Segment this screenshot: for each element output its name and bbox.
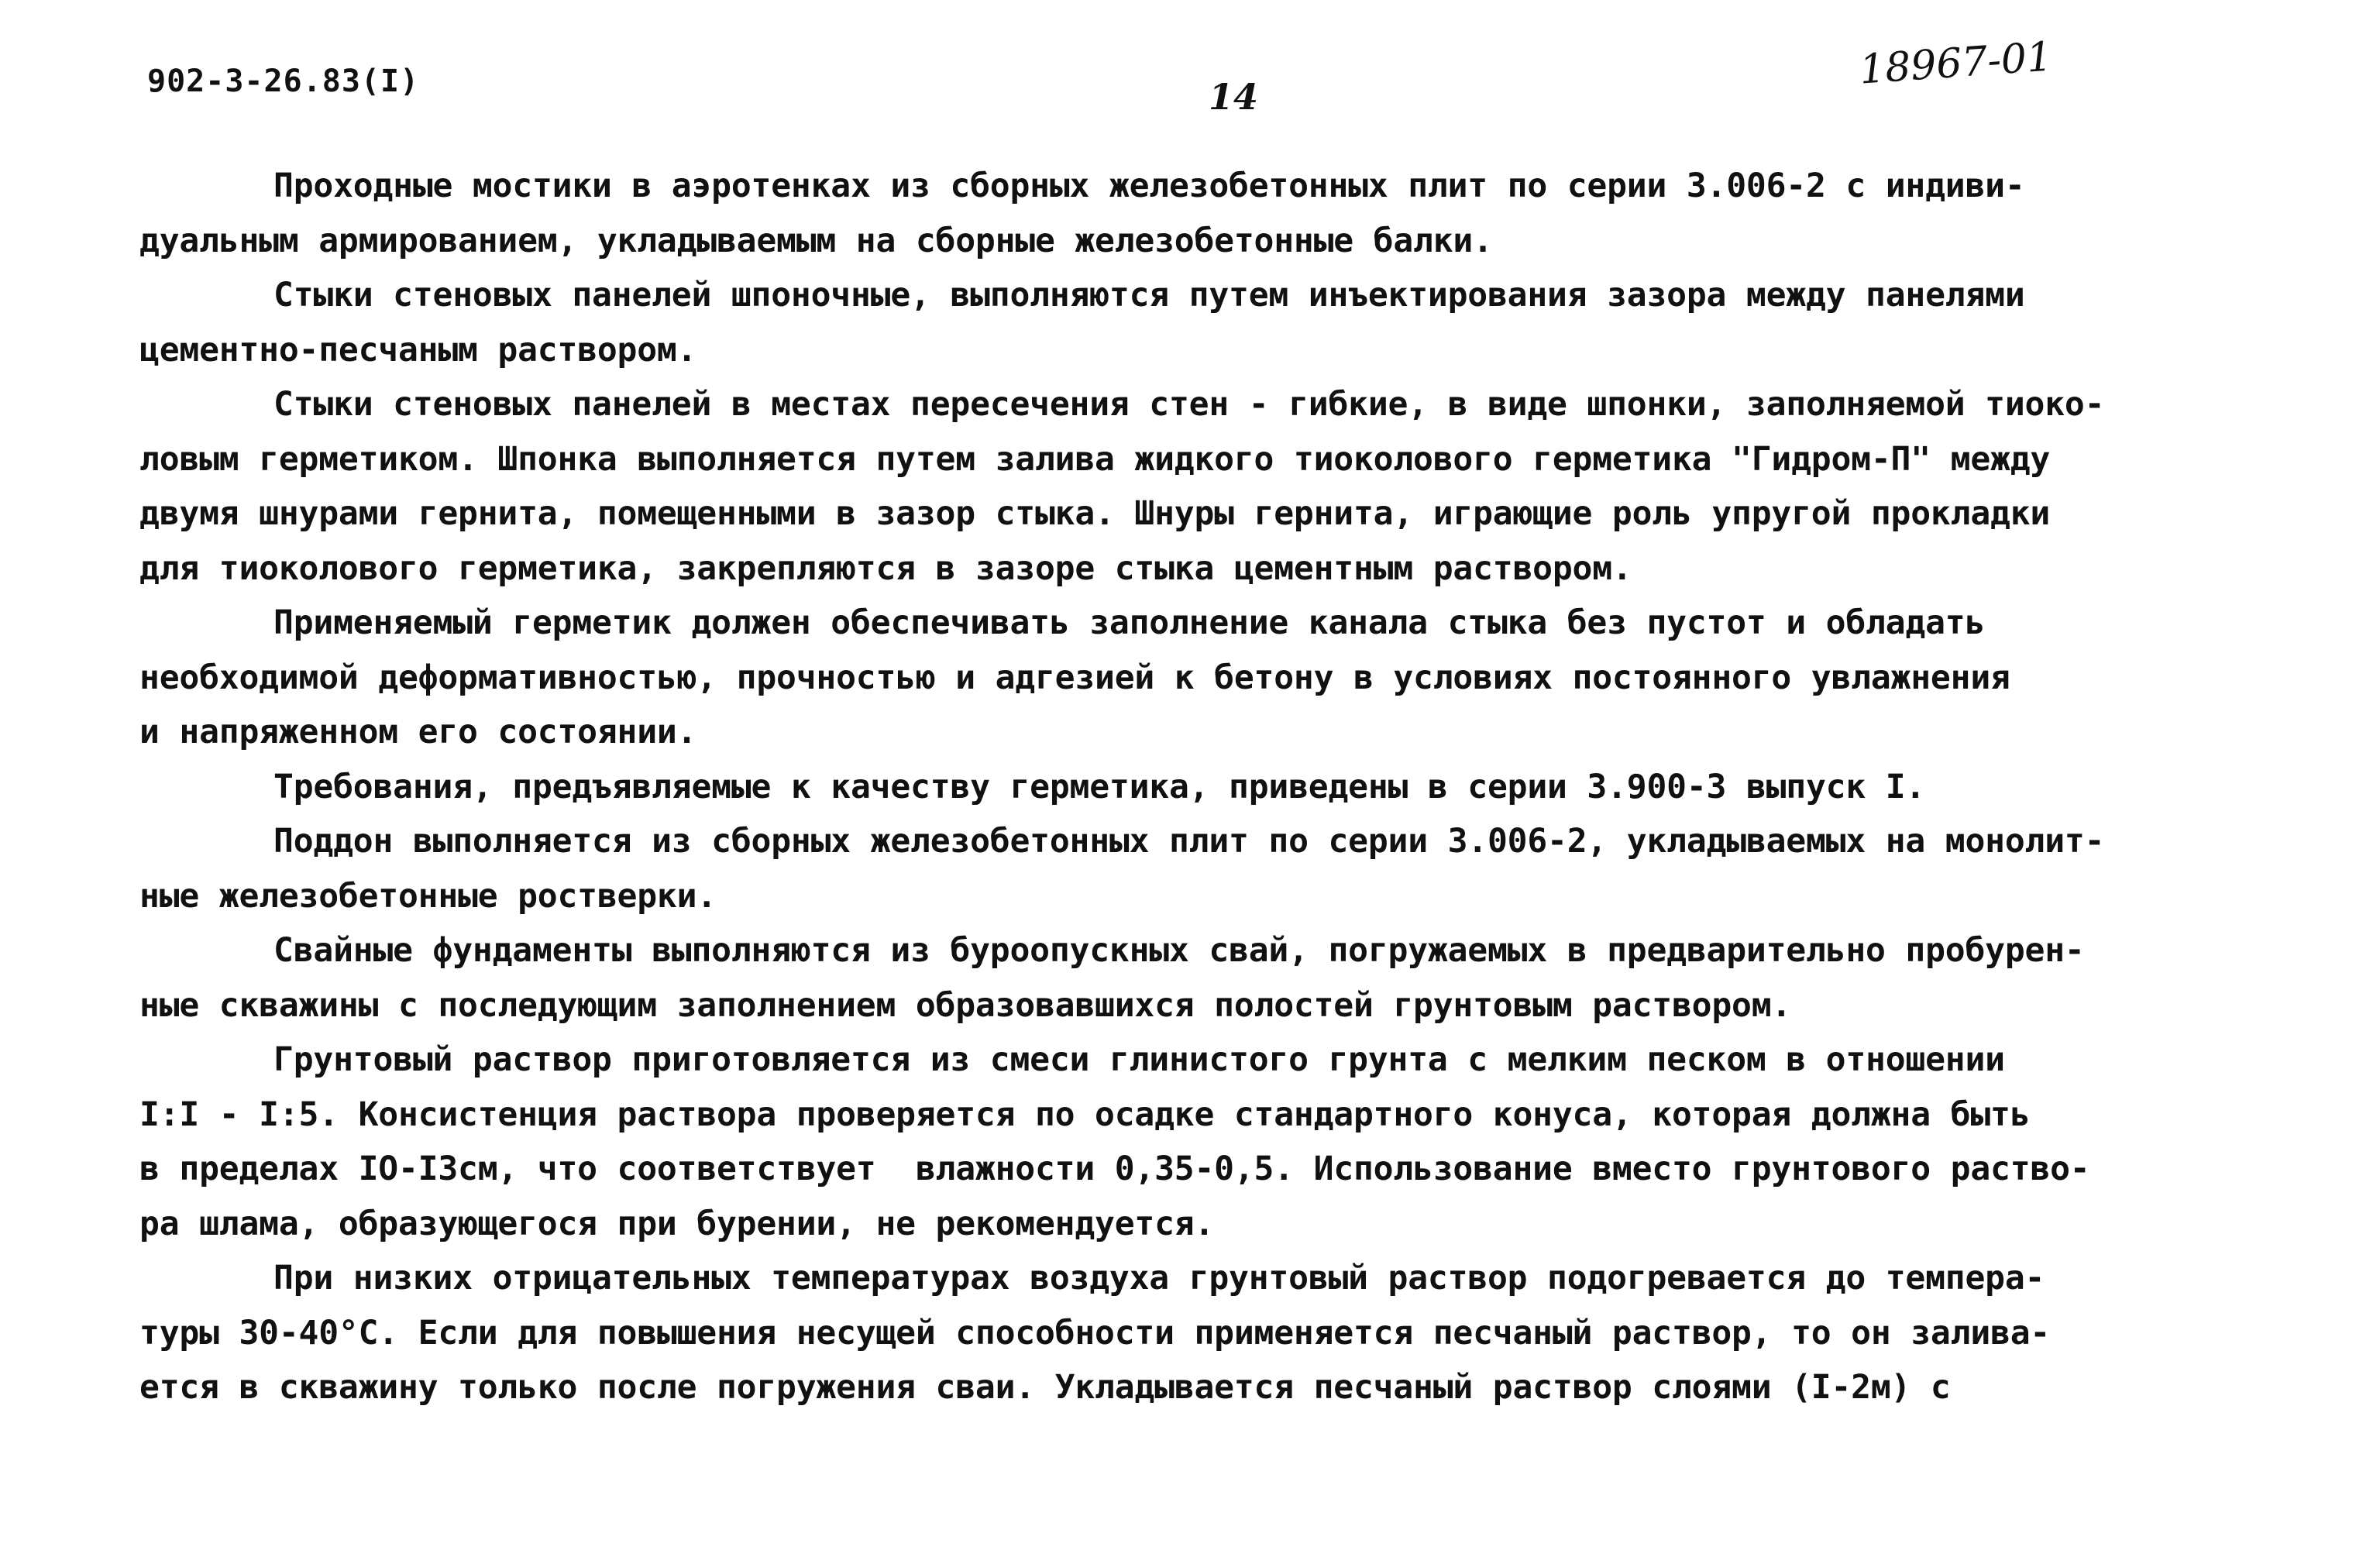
text-line: Свайные фундаменты выполняются из буроопускных свай, погружаемых в предварительно пробурен- xyxy=(273,931,2085,970)
text-line: Применяемый герметик должен обеспечивать заполнение канала стыка без пустот и обладать xyxy=(273,603,1986,642)
text-line: Стыки стеновых панелей шпоночные, выполняются путем инъектирования зазора между панелями xyxy=(273,276,2025,314)
text-line: и напряженном его состоянии. xyxy=(139,713,697,751)
text-line: для тиоколового герметика, закрепляются в зазоре стыка цементным раствором. xyxy=(139,548,1632,588)
text-line: ется в скважину только после погружения сваи. Укладывается песчаный раствор слоями (I-2м) с xyxy=(139,1368,1951,1407)
text-line: Проходные мостики в аэротенках из сборных железобетонных плит по серии 3.006-2 с индиви- xyxy=(273,167,2025,205)
text-line: Грунтовый раствор приготовляется из смеси глинистого грунта с мелким песком в отношении xyxy=(273,1040,2005,1079)
text-line: дуальным армированием, укладываемым на сборные железобетонные балки. xyxy=(139,221,1493,260)
text-line: ные скважины с последующим заполнением образовавшихся полостей грунтовым раствором. xyxy=(139,985,1792,1025)
document-code: 902-3-26.83(I) xyxy=(147,64,420,99)
text-line: ные железобетонные ростверки. xyxy=(139,876,717,916)
text-line: необходимой деформативностью, прочностью и адгезией к бетону в условиях постоянного увлажнения xyxy=(139,658,2010,697)
text-line: Требования, предъявляемые к качеству герметика, приведены в серии 3.900-3 выпуск I. xyxy=(273,767,1926,806)
text-line: Стыки стеновых панелей в местах пересечения стен - гибкие, в виде шпонки, заполняемой тиоко- xyxy=(273,385,2105,424)
archive-number: 18967-01 xyxy=(1858,33,2054,94)
text-line: цементно-песчаным раствором. xyxy=(139,330,697,369)
text-line: Поддон выполняется из сборных железобетонных плит по серии 3.006-2, укладываемых на монолит- xyxy=(273,822,2105,861)
text-line: ра шлама, образующегося при бурении, не рекомендуется. xyxy=(139,1204,1215,1243)
text-line: При низких отрицательных температурах воздуха грунтовый раствор подогревается до темпера- xyxy=(273,1259,2045,1298)
text-line: туры 30-40°С. Если для повышения несущей способности применяется песчаный раствор, то он залива- xyxy=(139,1313,2051,1352)
page-number: 14 xyxy=(1209,76,1259,118)
text-line: I:I - I:5. Консистенция раствора проверяется по осадке стандартного конуса, которая должна быть xyxy=(139,1095,2031,1134)
text-line: двумя шнурами гернита, помещенными в зазор стыка. Шнуры гернита, играющие роль упругой прокладки xyxy=(139,494,2051,533)
text-line: в пределах IO-I3см, что соответствует влажности 0,35-0,5. Использование вместо грунтового раство- xyxy=(139,1150,2090,1188)
body-text xyxy=(139,159,2293,1415)
text-line: ловым герметиком. Шпонка выполняется путем залива жидкого тиоколового герметика "Гидром-П" между xyxy=(139,439,2051,479)
